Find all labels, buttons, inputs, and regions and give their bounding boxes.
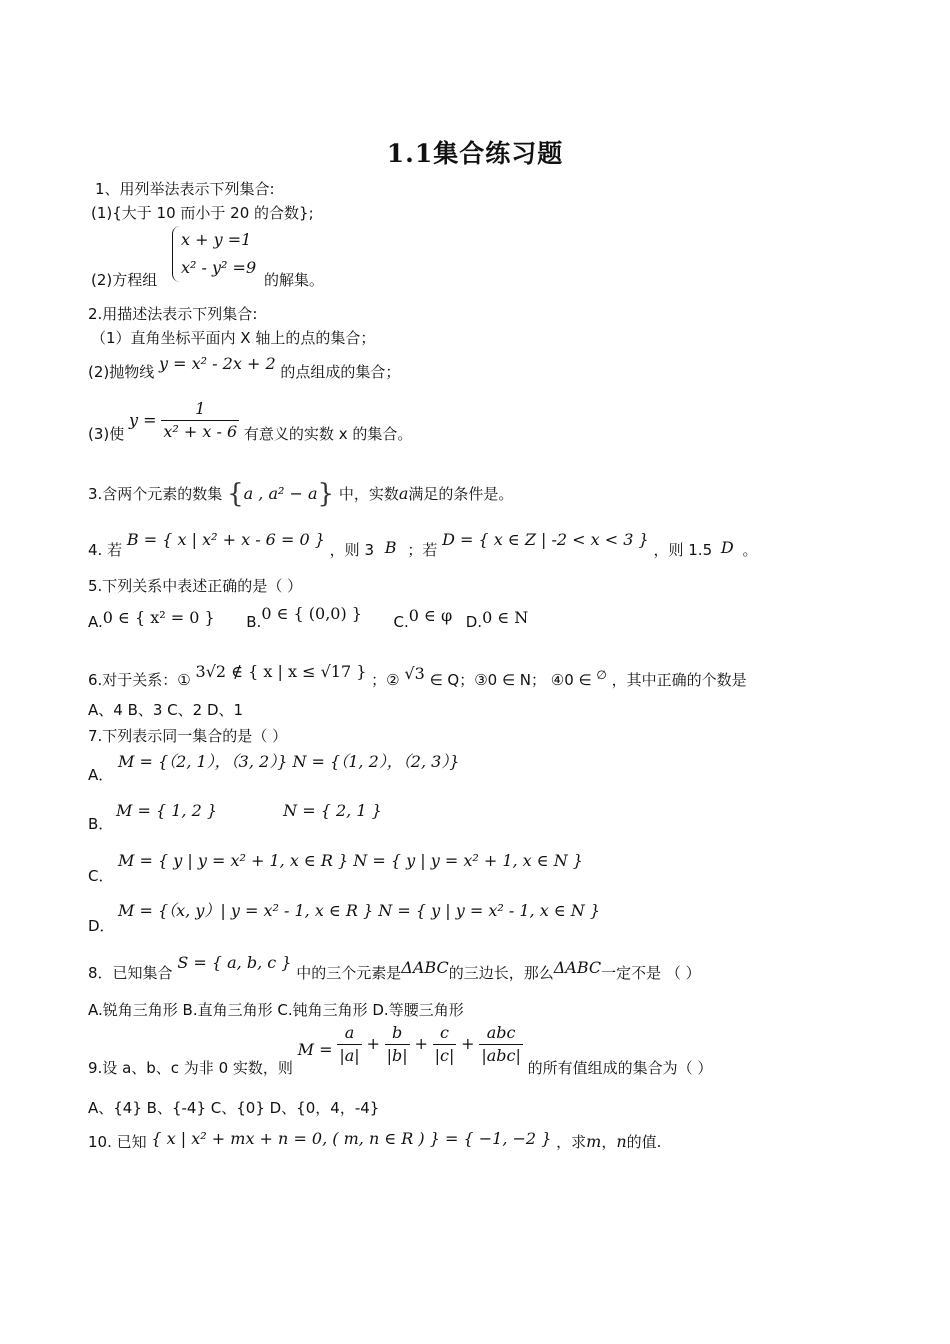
q7-option-b: M = { 1, 2 } N = { 2, 1 } <box>116 801 382 820</box>
q5-heading: 5.下列关系中表述正确的是（ ） <box>88 577 303 595</box>
q5-option-c-label: C. <box>393 613 409 631</box>
fraction-abc: $\frac{\text{abc}}{\text{|abc|}}$ <box>481 1023 521 1065</box>
q10-formula: { x | x² + mx + n = 0, ( m, n ∈ R ) } = { −1, −2 } <box>151 1129 552 1148</box>
q2-part2-suffix: 的点组成的集合； <box>280 363 401 381</box>
q10-prefix: 10. 已知 <box>88 1133 147 1151</box>
fraction-a: $\frac{a}{|a|}$ <box>339 1023 360 1065</box>
q7-option-b-label: B． <box>88 815 114 833</box>
q5-option-b: 0 ∈ { (0,0) } <box>261 604 362 623</box>
q2-part2 <box>88 354 401 382</box>
page-title: 1.1集合练习题 <box>386 139 564 168</box>
fraction-c: $\frac{c}{|c|}$ <box>434 1023 455 1065</box>
q7-option-a: M = {（2, 1），（3, 2）} N = {（1, 2），（2, 3）} <box>118 752 460 771</box>
q5-option-b-label: B. <box>246 613 262 631</box>
set-b-definition: B = { x | x² + x - 6 = 0 } <box>126 530 325 549</box>
q9-line: 9.设 a、b、c 为非 0 实数，则 M = $\frac{a}{|a|}$ + $\frac{b}{|b|}$ + $\frac{c}{|c|}$ + $\frac{\text{abc}}{\text{|abc|}}$ 的所有值组成的集合为（ ） <box>88 1023 713 1077</box>
q6-suffix: ，其中正确的个数是 <box>611 671 747 689</box>
q7-option-d-label: D． <box>88 917 115 935</box>
q1-heading: 1、用列举法表示下列集合: <box>95 180 275 198</box>
q2-part3-prefix: (3)使 <box>88 425 125 443</box>
q5-options <box>88 604 529 632</box>
q7-option-a-label: A． <box>88 766 114 784</box>
q4-middle-3: ，则 1.5 <box>653 541 713 559</box>
q9-m-equals: M = <box>297 1040 333 1059</box>
q6-prefix: 6.对于关系：① <box>88 671 191 689</box>
q6-options: A、4 B、3 C、2 D、1 <box>88 701 244 719</box>
q3-set: a , a² − a <box>243 484 318 503</box>
q9-suffix: 的所有值组成的集合为（ ） <box>527 1059 713 1077</box>
q8-set: S = { a, b, c } <box>177 953 292 972</box>
q8-line <box>88 953 701 983</box>
q4-middle-1: ，则 3 <box>329 541 374 559</box>
q3-line: 3.含两个元素的数集 {a , a² − a} 中，实数a满足的条件是。 <box>88 479 514 509</box>
q5-option-d-label: D. <box>465 613 483 631</box>
q2-part2-prefix: (2)抛物线 <box>88 363 155 381</box>
fraction <box>161 398 239 443</box>
q8-middle-2: 的三边长，那么 <box>448 964 554 982</box>
q2-part1: （1）直角坐标平面内 X 轴上的点的集合； <box>91 329 376 347</box>
q8-suffix: 一定不是 （ ） <box>601 964 701 982</box>
q3-prefix: 3.含两个元素的数集 <box>88 485 223 503</box>
q3-middle: 中，实数 <box>338 485 399 503</box>
q4-prefix: 4. 若 <box>88 541 123 559</box>
fraction-b: $\frac{b}{|b|}$ <box>386 1023 408 1065</box>
equation-2: x² - y² =9 <box>181 258 257 277</box>
q8-prefix: 8．已知集合 <box>88 964 173 982</box>
q7-heading: 7.下列表示同一集合的是（ ） <box>88 727 288 745</box>
q5-option-a: 0 ∈ { x² = 0 } <box>102 608 215 627</box>
fraction-denominator: x² + x - 6 <box>163 422 238 441</box>
q1-part2-suffix: 的解集。 <box>264 271 325 289</box>
q9-options: A、{4} B、{-4} C、{0} D、{0，4，-4} <box>88 1099 380 1117</box>
equation-system <box>172 226 256 282</box>
q4-line <box>88 530 758 560</box>
q3-variable: a <box>398 484 409 503</box>
q2-part3: (3)使 y = $\frac{1}{\text{x² + x - 6}}$ 有意义的实数 x 的集合。 <box>88 399 413 443</box>
q9-prefix: 9.设 a、b、c 为非 0 实数，则 <box>88 1059 293 1077</box>
q6-relation-2: √3 <box>404 664 425 683</box>
set-b-symbol: B <box>384 538 397 557</box>
q8-middle: 中的三个元素是 <box>296 964 402 982</box>
q2-part3-suffix: 有意义的实数 x 的集合。 <box>243 425 413 443</box>
q10-line: 10. 已知 { x | x² + mx + n = 0, ( m, n ∈ R ) } = { −1, −2 } ，求m，n的值. <box>88 1129 662 1151</box>
parabola-formula: y = x² - 2x + 2 <box>159 354 276 373</box>
fraction-numerator: 1 <box>195 399 206 418</box>
set-d-definition: D = { x ∈ Z | -2 < x < 3 } <box>442 530 649 549</box>
q7-option-c: M = { y | y = x² + 1, x ∈ R } N = { y | y = x² + 1, x ∈ N } <box>118 851 583 870</box>
q2-heading: 2.用描述法表示下列集合: <box>88 305 258 323</box>
equation-1: x + y =1 <box>181 230 252 249</box>
set-d-symbol: D <box>720 538 734 557</box>
variable-m: m <box>586 1132 602 1151</box>
q1-part2-prefix: (2)方程组 <box>91 271 158 289</box>
q4-end: 。 <box>742 541 758 559</box>
q10-suffix: 的值. <box>626 1133 662 1151</box>
empty-set-symbol: ∅ <box>596 668 607 682</box>
q7-option-d: M = {（x, y）| y = x² - 1, x ∈ R } N = { y | y = x² - 1, x ∈ N } <box>118 901 601 920</box>
q1-part1: (1){大于 10 而小于 20 的合数}; <box>91 204 314 222</box>
triangle-abc-2: ΔABC <box>553 958 602 977</box>
q8-options: A.锐角三角形 B.直角三角形 C.钝角三角形 D.等腰三角形 <box>88 1001 464 1019</box>
triangle-abc-1: ΔABC <box>401 958 449 977</box>
q3-suffix: 满足的条件是。 <box>408 485 514 503</box>
q10-middle: ，求 <box>556 1133 587 1151</box>
q6-relation-2-suffix: ∈ Q；③0 ∈ N； ④0 ∈ <box>429 671 592 689</box>
q4-middle-2: ；若 <box>407 541 438 559</box>
q7-option-c-label: C． <box>88 867 114 885</box>
q6-relation-2-prefix: ；② <box>371 671 400 689</box>
q5-option-d: 0 ∈ N <box>482 608 529 627</box>
variable-n: n <box>616 1132 627 1151</box>
q6-relation-1: 3√2 ∉ { x | x ≤ √17 } <box>195 662 367 681</box>
q5-option-a-label: A. <box>88 613 103 631</box>
q5-option-c: 0 ∈ φ <box>408 606 453 625</box>
q6-line <box>88 662 747 691</box>
